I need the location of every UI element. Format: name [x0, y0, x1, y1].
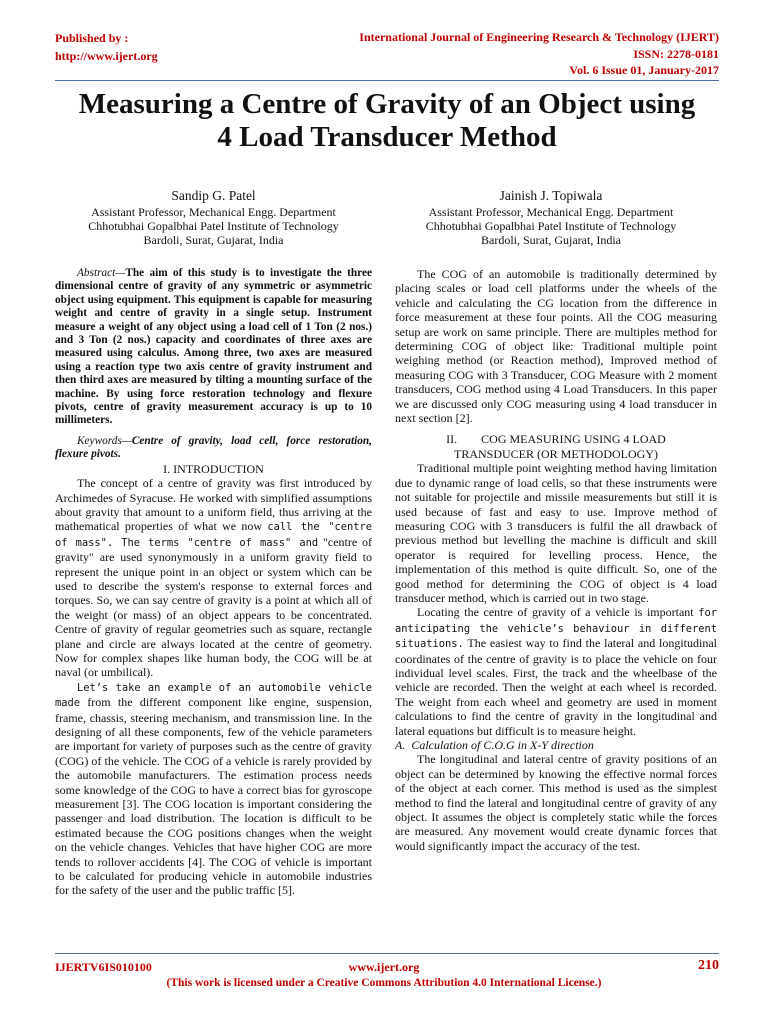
keywords-lead: Keywords— — [77, 434, 132, 447]
section-heading-introduction: I. INTRODUCTION — [163, 461, 264, 476]
journal-volume: Vol. 6 Issue 01, January-2017 — [569, 63, 719, 77]
footer-paper-id: IJERTV6IS010100 — [55, 960, 152, 974]
footer-license: (This work is licensed under a Creative Commons Attribution 4.0 International License.) — [166, 977, 602, 989]
title-line-2: 4 Load Transducer Method — [217, 121, 557, 153]
author-name: Sandip G. Patel — [171, 188, 256, 203]
author-name: Jainish J. Topiwala — [499, 188, 603, 203]
abstract-lead: Abstract— — [77, 267, 126, 279]
section-heading-cog-measuring — [395, 432, 717, 461]
author-block-2 — [384, 189, 718, 247]
author-role: Assistant Professor, Mechanical Engg. Department — [91, 205, 336, 219]
footer-divider — [55, 953, 719, 954]
author-institute: Chhotubhai Gopalbhai Patel Institute of Technology — [425, 219, 677, 233]
right-p3-text-b: The easiest way to find the lateral and longitudinal coordinates of the centre of gravity is to place the vehicle on four individual level scales. First, the track and the wheelbase of the vehicle are recorded. Then the weight at each wheel is recorded. The weight from each wheel and geometry are used in moment calculations to find the centre of gravity in the longitudinal and lateral equations but difficult is to measure height. — [395, 636, 717, 738]
right-paragraph-2: Traditional multiple point weighting method having limitation due to dynamic range of load cells, so that these instruments were not suitable for projectile and missile measurements but still it is used because of fast and easy to use. Improve method of measuring COG with 3 transducers is fulfil the all drawback of previous method but levelling the machine is difficult and skill operator is required for levelling process. Hence, the implementation of this method is quite difficult. So, one of the good method for determining the COG of object is 4 load transducer method, which is carried out in two stage. — [395, 461, 717, 605]
header-journal — [359, 29, 719, 79]
journal-issn: ISSN: 2278-0181 — [633, 46, 719, 61]
right-column — [395, 267, 717, 853]
right-paragraph-4: The longitudinal and lateral centre of gravity positions of an object can be determined by knowing the effective normal forces of the object at each corner. This method is used as the simplest method to find the lateral and longitudinal centre of gravity of any object. It assumes the object is completely static while the forces are measured. Any movement would create dynamic forces that would significantly impact the accuracy of the test. — [395, 752, 717, 853]
abstract-text: The aim of this study is to investigate the three dimensional centre of gravity of any symmetric or asymmetric object using equipment. This equipment is capable for measuring weight and centre of gravity in a single setup. Instrument measure a weight of any object using a load cell of 1 Ton (2 nos.) and 3 Ton (2 nos.) capacity and coordinates of three axes are measured using calculus. Among three, two axes are measured using a reaction type two axis centre of gravity instrument and then third axes are measured by tilting a mounting surface of the machine. By using force restoration technology and flexure pivots, centre of gravity measurement accuracy is up to 10 millimeters. — [55, 267, 372, 427]
published-by-label: Published by : — [55, 31, 129, 45]
right-p3-mono: for anticipating the vehicle’s behaviour in different situations. — [395, 607, 717, 651]
publisher-url-link[interactable]: http://www.ijert.org — [55, 49, 158, 63]
intro-paragraph-1 — [55, 476, 372, 680]
right-p3-text-a: Locating the centre of gravity of a vehicle is important — [417, 605, 699, 620]
intro-p1-mono: call the "centre of mass". The terms "centre of mass" and — [55, 521, 372, 549]
subsection-heading-cog-xy: A. Calculation of C.O.G in X-Y direction — [395, 738, 594, 752]
intro-p1-text-b: "centre of gravity" are used synonymously in a uniform gravity field to represent the unique point in an object or system which can be used to describe the system's response to external forces and torques. So, we can say centre of gravity is a point at which all of the weight (or mass) of an object appears to be concentrated. Centre of gravity of regular geometries such as square, rectangle plane and circle are always located at the centre of geometry. Now for complex shapes like human body, the COG will be at naval (or umbilical). — [55, 534, 373, 680]
abstract — [55, 267, 372, 428]
section-heading-line-2: TRANSDUCER (OR METHODOLOGY) — [454, 446, 658, 461]
author-block-1 — [55, 189, 372, 247]
footer-page-number: 210 — [698, 958, 719, 973]
title-line-1: Measuring a Centre of Gravity of an Object using — [78, 88, 696, 120]
section-heading-line-1: II. COG MEASURING USING 4 LOAD — [446, 432, 666, 447]
header-publisher — [55, 29, 158, 65]
intro-paragraph-2 — [55, 680, 372, 898]
keywords-text: Centre of gravity, load cell, force restoration, flexure pivots. — [55, 434, 372, 461]
intro-p2-text: from the different component like engine, suspension, frame, chassis, steering mechanism, and transmission line. In the designing of all these components, few of the vehicle parameters are important for variety of purposes such as the centre of gravity (COG) of the vehicle. The COG of a vehicle is rarely provided by the automobile manufacturers. The estimation process needs some knowledge of the COG to have a correct bias for gyroscope measurement [3]. The COG location is important considering the passenger and load distribution. The location is difficult to be estimated because the COG positions changes when the weight on the vehicle changes. Vehicles that have higher COG are more tends to rollover accidents [4]. The COG of vehicle is important to be calculated for producing vehicle in automobile industries for the safety of the user and the public traffic [5]. — [55, 695, 372, 898]
journal-name: International Journal of Engineering Research & Technology (IJERT) — [359, 30, 719, 44]
author-place: Bardoli, Surat, Gujarat, India — [143, 233, 284, 247]
keywords — [55, 435, 372, 462]
right-paragraph-3 — [395, 605, 717, 738]
left-column — [55, 267, 372, 898]
author-role: Assistant Professor, Mechanical Engg. Department — [428, 205, 674, 219]
intro-p1-text-a: The concept of a centre of gravity was first introduced by Archimedes of Syracuse. He worked with simplified assumptions about gravity that amount to a uniform field, thus arriving at the mathematical properties of what we now — [55, 476, 372, 534]
author-place: Bardoli, Surat, Gujarat, India — [481, 233, 621, 247]
author-institute: Chhotubhai Gopalbhai Patel Institute of Technology — [88, 219, 339, 233]
paper-title — [40, 88, 734, 154]
footer-url-link[interactable]: www.ijert.org — [348, 960, 420, 974]
header-divider — [55, 80, 719, 81]
intro-p2-mono: Let’s take an example of an automobile vehicle made — [55, 681, 372, 710]
right-paragraph-1: The COG of an automobile is traditionally determined by placing scales or load cell platforms under the wheels of the vehicle and calculating the CG location from the difference in force measurement at these four points. All the COG measuring setup are work on same principle. There are multiples method for determining COG of object like: Traditional multiple point weighing method (or Reaction method), Improved method of measuring COG with 3 Transducer, COG Measure with 2 moment transducers, COG method using 4 Load Transducers. In this paper we are discussed only COG measuring using 4 load transducer in next section [2]. — [395, 267, 717, 426]
